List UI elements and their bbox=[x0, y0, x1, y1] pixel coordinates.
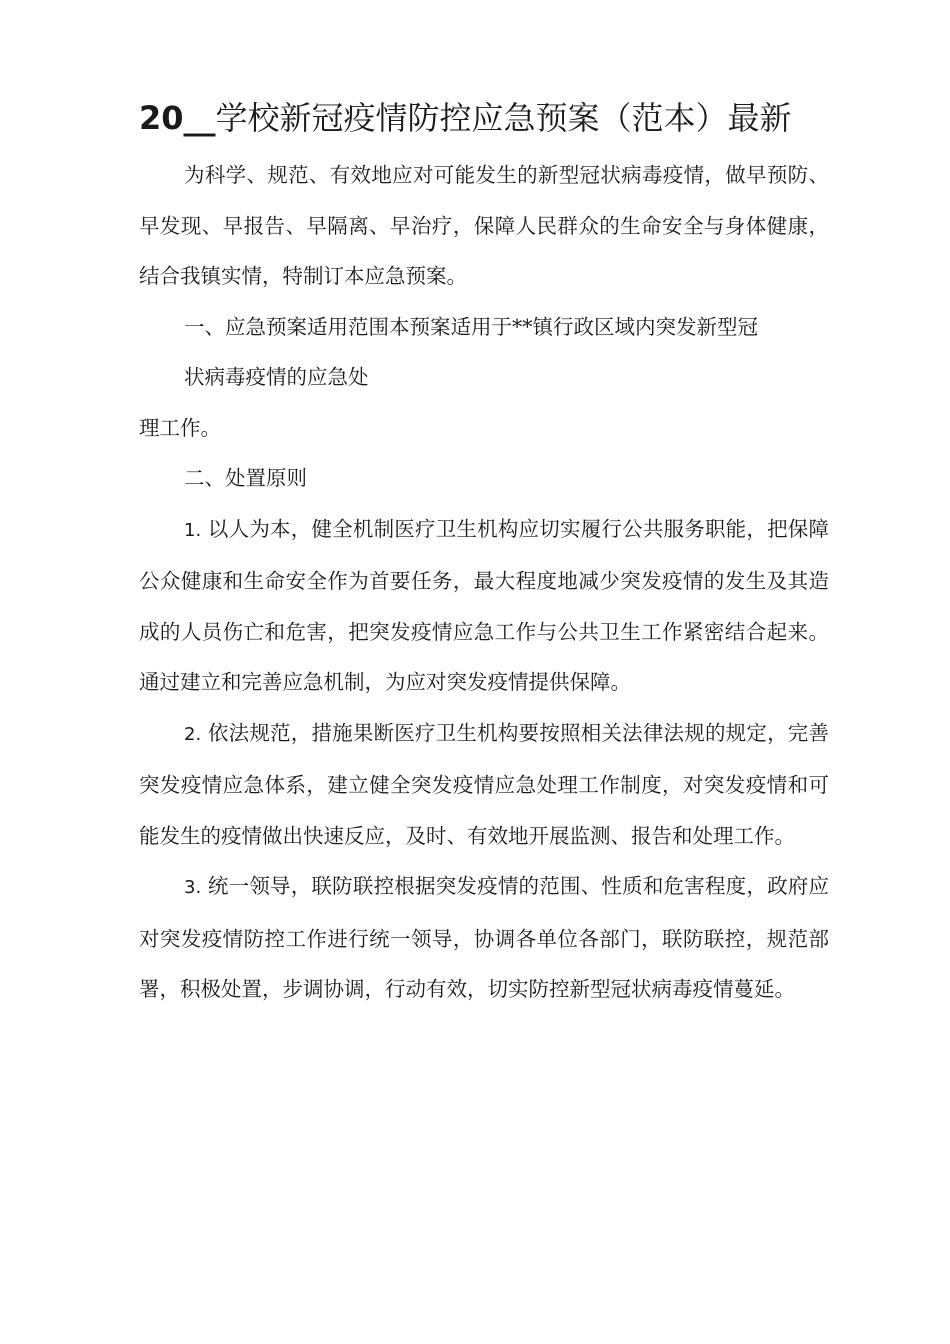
principle-2-number: 2. bbox=[184, 723, 202, 745]
document-page bbox=[139, 98, 829, 1015]
title-year: 20__ bbox=[139, 99, 216, 137]
principle-1-paragraph bbox=[139, 504, 829, 708]
section-1-line-1: 一、应急预案适用范围本预案适用于**镇行政区域内突发新型冠 bbox=[184, 314, 758, 339]
section-2-heading: 二、处置原则 bbox=[184, 466, 307, 490]
principle-3-text: 统一领导，联防联控根据突发疫情的范围、性质和危害程度，政府应对突发疫情防控工作进行统一领导，协调各单位各部门，联防联控，规范部署，积极处置，步调协调，行动有效，切实防控新型冠状病毒疫情蔓延。 bbox=[139, 874, 829, 1001]
principle-3-paragraph bbox=[139, 861, 829, 1015]
principle-1-text: 以人为本，健全机制医疗卫生机构应切实履行公共服务职能，把保障公众健康和生命安全作为首要任务，最大程度地减少突发疫情的发生及其造成的人员伤亡和危害，把突发疫情应急工作与公共卫生工作紧密结合起来。通过建立和完善应急机制，为应对突发疫情提供保障。 bbox=[139, 516, 829, 694]
principle-3-number: 3. bbox=[184, 877, 202, 898]
section-1-line-2: 状病毒疫情的应急处 bbox=[184, 365, 369, 389]
title-text: 学校新冠疫情防控应急预案（范本）最新 bbox=[215, 99, 792, 137]
principle-2-text: 依法规范，措施果断医疗卫生机构要按照相关法律法规的规定，完善突发疫情应急体系，建立健全突发疫情应急处理工作制度，对突发疫情和可能发生的疫情做出快速反应，及时、有效地开展监测、报告和处理工作。 bbox=[139, 720, 829, 848]
document-title bbox=[139, 98, 819, 138]
principle-2-paragraph bbox=[139, 708, 829, 862]
principle-1-number: 1. bbox=[184, 519, 202, 541]
intro-paragraph: 为科学、规范、有效地应对可能发生的新型冠状病毒疫情，做早预防、早发现、早报告、早隔离、早治疗，保障人民群众的生命安全与身体健康，结合我镇实情，特制订本应急预案。 bbox=[139, 163, 829, 288]
section-1-line-3: 理工作。 bbox=[139, 415, 221, 440]
